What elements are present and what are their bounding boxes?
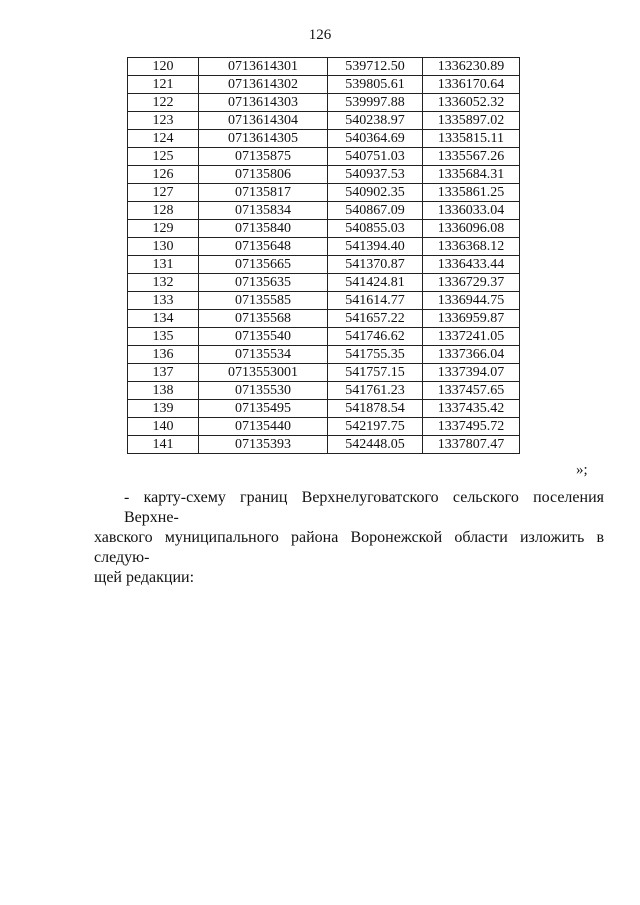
point-number-cell: 126 <box>128 166 199 184</box>
table-row <box>128 238 520 256</box>
point-number-cell: 139 <box>128 400 199 418</box>
table-row <box>128 166 520 184</box>
table-row <box>128 202 520 220</box>
table-row <box>128 94 520 112</box>
y-coordinate-cell: 1337394.07 <box>423 364 520 382</box>
point-id-cell: 07135568 <box>199 310 328 328</box>
coordinates-table-body <box>128 58 520 454</box>
x-coordinate-cell: 540937.53 <box>328 166 423 184</box>
y-coordinate-cell: 1335815.11 <box>423 130 520 148</box>
x-coordinate-cell: 540902.35 <box>328 184 423 202</box>
table-row <box>128 130 520 148</box>
point-number-cell: 123 <box>128 112 199 130</box>
point-id-cell: 07135834 <box>199 202 328 220</box>
point-id-cell: 07135635 <box>199 274 328 292</box>
x-coordinate-cell: 540238.97 <box>328 112 423 130</box>
point-number-cell: 122 <box>128 94 199 112</box>
table-row <box>128 292 520 310</box>
point-id-cell: 07135393 <box>199 436 328 454</box>
table-row <box>128 346 520 364</box>
point-id-cell: 0713614304 <box>199 112 328 130</box>
point-number-cell: 121 <box>128 76 199 94</box>
point-number-cell: 120 <box>128 58 199 76</box>
table-row <box>128 58 520 76</box>
point-id-cell: 07135665 <box>199 256 328 274</box>
point-id-cell: 0713614303 <box>199 94 328 112</box>
point-number-cell: 135 <box>128 328 199 346</box>
x-coordinate-cell: 539805.61 <box>328 76 423 94</box>
point-number-cell: 134 <box>128 310 199 328</box>
x-coordinate-cell: 541757.15 <box>328 364 423 382</box>
x-coordinate-cell: 539712.50 <box>328 58 423 76</box>
y-coordinate-cell: 1336033.04 <box>423 202 520 220</box>
table-row <box>128 418 520 436</box>
table-row <box>128 274 520 292</box>
y-coordinate-cell: 1336729.37 <box>423 274 520 292</box>
table-row <box>128 310 520 328</box>
point-id-cell: 07135585 <box>199 292 328 310</box>
point-id-cell: 07135817 <box>199 184 328 202</box>
y-coordinate-cell: 1335567.26 <box>423 148 520 166</box>
x-coordinate-cell: 540751.03 <box>328 148 423 166</box>
point-number-cell: 132 <box>128 274 199 292</box>
y-coordinate-cell: 1337241.05 <box>423 328 520 346</box>
table-row <box>128 184 520 202</box>
table-row <box>128 436 520 454</box>
point-id-cell: 07135540 <box>199 328 328 346</box>
point-id-cell: 07135495 <box>199 400 328 418</box>
y-coordinate-cell: 1336433.44 <box>423 256 520 274</box>
paragraph-line-3: щей редакции: <box>94 569 195 586</box>
x-coordinate-cell: 541746.62 <box>328 328 423 346</box>
point-id-cell: 0713614302 <box>199 76 328 94</box>
point-id-cell: 07135534 <box>199 346 328 364</box>
point-number-cell: 131 <box>128 256 199 274</box>
y-coordinate-cell: 1336230.89 <box>423 58 520 76</box>
y-coordinate-cell: 1337366.04 <box>423 346 520 364</box>
table-row <box>128 220 520 238</box>
y-coordinate-cell: 1337495.72 <box>423 418 520 436</box>
point-id-cell: 07135875 <box>199 148 328 166</box>
point-number-cell: 138 <box>128 382 199 400</box>
x-coordinate-cell: 540364.69 <box>328 130 423 148</box>
y-coordinate-cell: 1336096.08 <box>423 220 520 238</box>
table-row <box>128 382 520 400</box>
point-number-cell: 124 <box>128 130 199 148</box>
y-coordinate-cell: 1337457.65 <box>423 382 520 400</box>
table-row <box>128 112 520 130</box>
x-coordinate-cell: 541370.87 <box>328 256 423 274</box>
x-coordinate-cell: 541657.22 <box>328 310 423 328</box>
y-coordinate-cell: 1337435.42 <box>423 400 520 418</box>
x-coordinate-cell: 539997.88 <box>328 94 423 112</box>
x-coordinate-cell: 541755.35 <box>328 346 423 364</box>
point-number-cell: 136 <box>128 346 199 364</box>
point-id-cell: 0713553001 <box>199 364 328 382</box>
y-coordinate-cell: 1336944.75 <box>423 292 520 310</box>
closing-quote: »; <box>576 462 588 478</box>
x-coordinate-cell: 541614.77 <box>328 292 423 310</box>
y-coordinate-cell: 1335684.31 <box>423 166 520 184</box>
point-number-cell: 137 <box>128 364 199 382</box>
y-coordinate-cell: 1335897.02 <box>423 112 520 130</box>
page-number: 126 <box>308 27 332 43</box>
point-number-cell: 133 <box>128 292 199 310</box>
point-number-cell: 129 <box>128 220 199 238</box>
x-coordinate-cell: 540867.09 <box>328 202 423 220</box>
point-number-cell: 128 <box>128 202 199 220</box>
point-id-cell: 07135806 <box>199 166 328 184</box>
point-id-cell: 0713614301 <box>199 58 328 76</box>
point-id-cell: 07135440 <box>199 418 328 436</box>
table-row <box>128 256 520 274</box>
point-number-cell: 130 <box>128 238 199 256</box>
point-number-cell: 140 <box>128 418 199 436</box>
y-coordinate-cell: 1336052.32 <box>423 94 520 112</box>
y-coordinate-cell: 1336368.12 <box>423 238 520 256</box>
y-coordinate-cell: 1336959.87 <box>423 310 520 328</box>
y-coordinate-cell: 1337807.47 <box>423 436 520 454</box>
point-number-cell: 141 <box>128 436 199 454</box>
point-id-cell: 07135648 <box>199 238 328 256</box>
x-coordinate-cell: 542197.75 <box>328 418 423 436</box>
x-coordinate-cell: 542448.05 <box>328 436 423 454</box>
x-coordinate-cell: 540855.03 <box>328 220 423 238</box>
paragraph-line-2: хавского муниципального района Воронежской области изложить в следую- <box>94 529 604 566</box>
amendment-paragraph <box>94 488 604 588</box>
point-id-cell: 07135530 <box>199 382 328 400</box>
table-row <box>128 76 520 94</box>
point-id-cell: 07135840 <box>199 220 328 238</box>
y-coordinate-cell: 1335861.25 <box>423 184 520 202</box>
x-coordinate-cell: 541878.54 <box>328 400 423 418</box>
point-number-cell: 127 <box>128 184 199 202</box>
table-row <box>128 364 520 382</box>
coordinates-table <box>127 57 520 454</box>
point-number-cell: 125 <box>128 148 199 166</box>
table-row <box>128 400 520 418</box>
table-row <box>128 328 520 346</box>
table-row <box>128 148 520 166</box>
x-coordinate-cell: 541761.23 <box>328 382 423 400</box>
y-coordinate-cell: 1336170.64 <box>423 76 520 94</box>
x-coordinate-cell: 541424.81 <box>328 274 423 292</box>
point-id-cell: 0713614305 <box>199 130 328 148</box>
x-coordinate-cell: 541394.40 <box>328 238 423 256</box>
paragraph-line-1: - карту-схему границ Верхнелуговатского сельского поселения Верхне- <box>124 489 604 526</box>
